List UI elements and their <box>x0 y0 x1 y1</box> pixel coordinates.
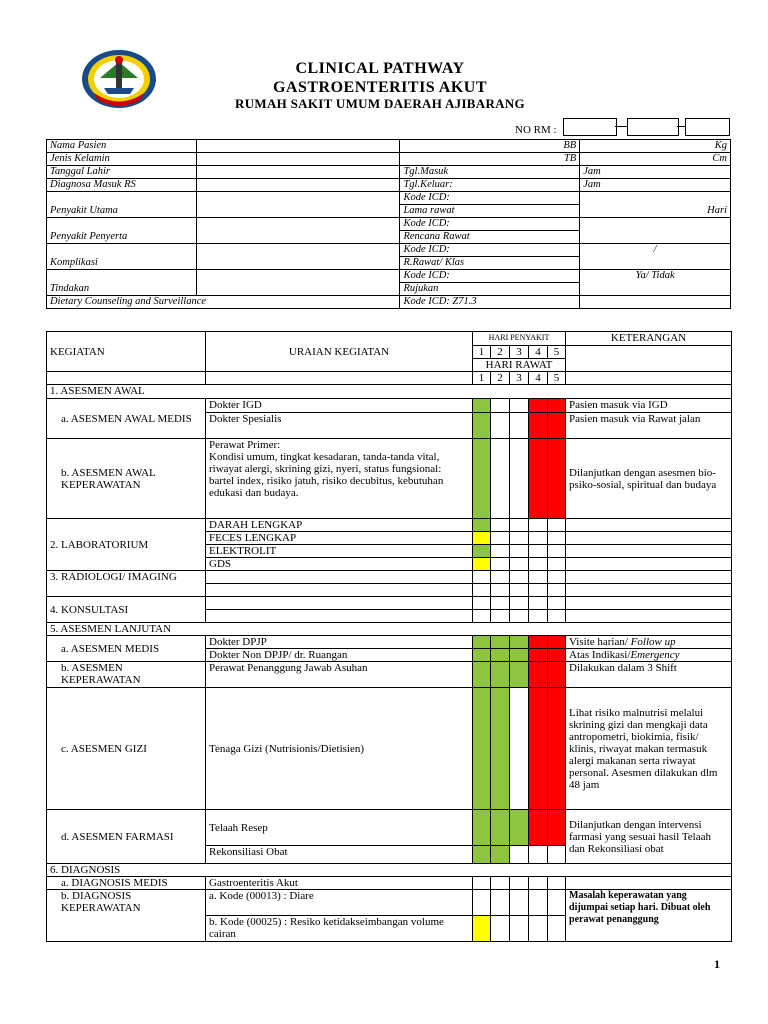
cell-blank[interactable] <box>548 545 566 558</box>
cell-blank[interactable] <box>491 610 510 623</box>
cell-blank[interactable] <box>529 890 548 916</box>
cell-blank[interactable] <box>510 610 529 623</box>
field-penyakit-penyerta[interactable] <box>196 218 400 244</box>
cell-blank <box>566 877 732 890</box>
cell-blank[interactable] <box>491 413 510 439</box>
label-tb: TB <box>400 153 580 166</box>
cell-blank[interactable] <box>491 532 510 545</box>
rekonsiliasi-obat: Rekonsiliasi Obat <box>206 846 473 864</box>
ket-non-dpjp <box>566 649 732 662</box>
label-kode-icd-5: Kode ICD: Z71.3 <box>400 296 580 309</box>
dokter-spesialis: Dokter Spesialis <box>206 413 473 439</box>
cell-blank <box>566 532 732 545</box>
cell-blank[interactable] <box>473 571 491 584</box>
hospital-logo <box>80 48 158 110</box>
field-rawat-klas[interactable]: / <box>580 244 731 270</box>
cell-blank[interactable] <box>548 532 566 545</box>
cell-green[interactable] <box>491 662 510 688</box>
cell-blank[interactable] <box>548 916 566 942</box>
label-dietary: Dietary Counseling and Surveillance <box>47 296 400 309</box>
lab-feces-lengkap: FECES LENGKAP <box>206 532 473 545</box>
asesmen-awal-keperawatan: b. ASESMEN AWAL KEPERAWATAN <box>47 439 206 519</box>
cell-blank[interactable] <box>510 597 529 610</box>
ket-igd: Pasien masuk via IGD <box>566 399 732 413</box>
cell-blank[interactable] <box>548 519 566 532</box>
perawat-desc: Kondisi umum, tingkat kesadaran, tanda-tanda vital, riwayat alergi, skrining gizi, nyeri, status fungsional: bartel index, risiko jatuh, risiko decubitus, kebutuhan edukasi dan budaya. <box>209 451 444 499</box>
cell-green[interactable] <box>491 846 510 864</box>
rawat-day-5: 5 <box>548 372 566 385</box>
cell-blank[interactable] <box>491 877 510 890</box>
cell-green[interactable] <box>473 439 491 519</box>
label-komplikasi: Komplikasi <box>47 244 197 270</box>
rawat-day-4: 4 <box>529 372 548 385</box>
cell-red[interactable] <box>548 662 566 688</box>
ket-gizi: Lihat risiko malnutrisi melalui skrining gizi dan mengkaji data antropometri, biokimia, fisik/ klinis, riwayat makan termasuk alergi makanan serta riwayat personal. Asesmen dilakukan dlm 48 jam <box>566 688 732 810</box>
asesmen-farmasi: d. ASESMEN FARMASI <box>47 810 206 864</box>
pathway-table <box>46 331 732 942</box>
cell-blank[interactable] <box>491 571 510 584</box>
cell-red[interactable] <box>548 413 566 439</box>
cell-blank[interactable] <box>491 597 510 610</box>
unit-hari: Hari <box>580 192 731 218</box>
no-rm-box-1[interactable] <box>563 118 617 136</box>
no-rm-dash <box>677 126 685 127</box>
cell-blank <box>566 545 732 558</box>
cell-green[interactable] <box>473 399 491 413</box>
cell-red[interactable] <box>529 399 548 413</box>
cell-blank[interactable] <box>491 916 510 942</box>
cell-blank <box>206 610 473 623</box>
cell-blank[interactable] <box>510 532 529 545</box>
cell-blank[interactable] <box>510 688 529 810</box>
cell-green[interactable] <box>510 649 529 662</box>
cell-blank <box>566 519 732 532</box>
cell-blank[interactable] <box>529 916 548 942</box>
cell-blank[interactable] <box>510 413 529 439</box>
section-asesmen-awal: 1. ASESMEN AWAL <box>47 385 732 399</box>
kode-00013: a. Kode (00013) : Diare <box>206 890 473 916</box>
field-penyakit-utama[interactable] <box>196 192 400 218</box>
label-nama-pasien: Nama Pasien <box>47 140 197 153</box>
cell-blank[interactable] <box>548 877 566 890</box>
cell-blank[interactable] <box>491 584 510 597</box>
rawat-day-3: 3 <box>510 372 529 385</box>
cell-blank[interactable] <box>510 558 529 571</box>
diagnosis-keperawatan: b. DIAGNOSIS KEPERAWATAN <box>47 890 206 942</box>
header-hari-rawat: HARI RAWAT <box>473 359 566 372</box>
cell-blank[interactable] <box>529 558 548 571</box>
rawat-day-1: 1 <box>473 372 491 385</box>
ket-farmasi: Dilanjutkan dengan intervensi farmasi yang sesuai hasil Telaah dan Rekonsiliasi obat <box>566 810 732 864</box>
cell-blank[interactable] <box>491 519 510 532</box>
asesmen-keperawatan: b. ASESMEN KEPERAWATAN <box>47 662 206 688</box>
keterangan-blank <box>566 346 732 372</box>
cell-yellow[interactable] <box>473 558 491 571</box>
cell-blank[interactable] <box>510 846 529 864</box>
day-5: 5 <box>548 346 566 359</box>
unit-kg: Kg <box>580 140 731 153</box>
day-3: 3 <box>510 346 529 359</box>
cell-green[interactable] <box>473 810 491 846</box>
cell-blank[interactable] <box>491 558 510 571</box>
cell-blank[interactable] <box>510 877 529 890</box>
cell-blank[interactable] <box>491 545 510 558</box>
cell-blank[interactable] <box>529 571 548 584</box>
cell-blank[interactable] <box>548 584 566 597</box>
label-rujukan: Rujukan <box>400 283 580 296</box>
cell-green[interactable] <box>473 649 491 662</box>
label-tgl-masuk: Tgl.Masuk <box>400 166 580 179</box>
cell-blank[interactable] <box>510 584 529 597</box>
cell-blank <box>206 597 473 610</box>
lab-elektrolit: ELEKTROLIT <box>206 545 473 558</box>
label-penyakit-penyerta: Penyakit Penyerta <box>47 218 197 244</box>
field-rencana-rawat[interactable] <box>580 218 731 244</box>
cell-red[interactable] <box>529 810 548 846</box>
label-bb: BB <box>400 140 580 153</box>
cell-blank[interactable] <box>473 610 491 623</box>
ket-non-text: Atas Indikasi/ <box>569 649 631 661</box>
no-rm-dash <box>615 126 627 127</box>
cell-green[interactable] <box>510 636 529 649</box>
ket-dpjp-followup: Follow up <box>630 636 676 648</box>
cell-blank <box>566 610 732 623</box>
cell-blank <box>566 558 732 571</box>
perawat-ppja: Perawat Penanggung Jawab Asuhan <box>206 662 473 688</box>
cell-red[interactable] <box>548 810 566 846</box>
no-rm-box-3[interactable] <box>685 118 730 136</box>
cell-red[interactable] <box>529 413 548 439</box>
label-kode-icd-1: Kode ICD: <box>400 192 580 205</box>
cell-green[interactable] <box>473 413 491 439</box>
cell-green[interactable] <box>510 662 529 688</box>
ket-diagnosis-keperawatan: Masalah keperawatan yang dijumpai setiap hari. Dibuat oleh perawat penanggung <box>566 890 732 942</box>
perawat-primer: Perawat Primer: <box>209 439 281 451</box>
cell-blank[interactable] <box>510 545 529 558</box>
cell-green[interactable] <box>473 662 491 688</box>
ket-keperawatan: Dilanjutkan dengan asesmen bio-psiko-sosial, spiritual dan budaya <box>566 439 732 519</box>
cell-green[interactable] <box>473 846 491 864</box>
asesmen-awal-medis: a. ASESMEN AWAL MEDIS <box>47 399 206 439</box>
field-diagnosa-masuk[interactable] <box>196 179 400 192</box>
cell-green[interactable] <box>473 545 491 558</box>
asesmen-gizi: c. ASESMEN GIZI <box>47 688 206 810</box>
cell-blank[interactable] <box>510 916 529 942</box>
cell-blank[interactable] <box>491 890 510 916</box>
cell-blank[interactable] <box>548 610 566 623</box>
cell-blank[interactable] <box>473 597 491 610</box>
section-asesmen-lanjutan: 5. ASESMEN LANJUTAN <box>47 623 732 636</box>
label-jenis-kelamin: Jenis Kelamin <box>47 153 197 166</box>
cell-red[interactable] <box>548 649 566 662</box>
day-4: 4 <box>529 346 548 359</box>
cell-blank[interactable] <box>529 846 548 864</box>
label-kode-icd-2: Kode ICD: <box>400 218 580 231</box>
field-tanggal-lahir[interactable] <box>196 166 400 179</box>
cell-blank <box>566 584 732 597</box>
label-r-rawat: R.Rawat/ Klas <box>400 257 580 270</box>
cell-blank[interactable] <box>510 399 529 413</box>
cell-blank[interactable] <box>529 584 548 597</box>
cell-green[interactable] <box>473 519 491 532</box>
cell-red[interactable] <box>529 662 548 688</box>
ket-non-emergency: Emergency <box>630 649 680 661</box>
cell-yellow[interactable] <box>473 532 491 545</box>
dokter-igd: Dokter IGD <box>206 399 473 413</box>
day-1: 1 <box>473 346 491 359</box>
cell-blank[interactable] <box>548 571 566 584</box>
cell-green[interactable] <box>491 636 510 649</box>
perawat-primer-cell <box>206 439 473 519</box>
cell-blank[interactable] <box>491 399 510 413</box>
label-jam-keluar: Jam <box>580 179 731 192</box>
cell-blank[interactable] <box>510 519 529 532</box>
label-diagnosa-masuk: Diagnosa Masuk RS <box>47 179 197 192</box>
field-tindakan[interactable] <box>196 270 400 296</box>
cell-blank[interactable] <box>510 890 529 916</box>
kode-00025: b. Kode (00025) : Resiko ketidakseimbangan volume cairan <box>206 916 473 942</box>
cell-green[interactable] <box>510 810 529 846</box>
unit-cm: Cm <box>580 153 731 166</box>
label-lama-rawat: Lama rawat <box>400 205 580 218</box>
cell-yellow[interactable] <box>473 916 491 942</box>
label-penyakit-utama: Penyakit Utama <box>47 192 197 218</box>
day-2: 2 <box>491 346 510 359</box>
section-laboratorium: 2. LABORATORIUM <box>47 519 206 571</box>
dokter-non-dpjp: Dokter Non DPJP/ dr. Ruangan <box>206 649 473 662</box>
ket-ppja: Dilakukan dalam 3 Shift <box>566 662 732 688</box>
cell-blank[interactable] <box>548 597 566 610</box>
cell-blank[interactable] <box>529 519 548 532</box>
dokter-dpjp: Dokter DPJP <box>206 636 473 649</box>
page-number: 1 <box>714 957 720 971</box>
label-tindakan: Tindakan <box>47 270 197 296</box>
label-kode-icd-4: Kode ICD: <box>400 270 580 283</box>
cell-blank[interactable] <box>529 532 548 545</box>
diagnosis-value: Gastroenteritis Akut <box>206 877 473 890</box>
cell-blank[interactable] <box>510 571 529 584</box>
cell-green[interactable] <box>473 688 491 810</box>
telaah-resep: Telaah Resep <box>206 810 473 846</box>
cell-red[interactable] <box>529 688 548 810</box>
cell-blank[interactable] <box>473 877 491 890</box>
title-clinical-pathway: CLINICAL PATHWAY <box>295 60 465 77</box>
title-diagnosis: GASTROENTERITIS AKUT <box>272 79 488 96</box>
header-kegiatan: KEGIATAN <box>47 332 206 372</box>
cell-blank[interactable] <box>510 439 529 519</box>
header-hari-penyakit: HARI PENYAKIT <box>473 332 566 346</box>
patient-info-table <box>46 139 731 309</box>
section-radiologi: 3. RADIOLOGI/ IMAGING <box>47 571 206 597</box>
label-rencana-rawat: Rencana Rawat <box>400 231 580 244</box>
hospital-name: RUMAH SAKIT UMUM DAERAH AJIBARANG <box>235 96 525 111</box>
field-jenis-kelamin[interactable] <box>196 153 400 166</box>
field-komplikasi[interactable] <box>196 244 400 270</box>
section-diagnosis: 6. DIAGNOSIS <box>47 864 732 877</box>
cell-blank[interactable] <box>529 610 548 623</box>
cell-blank[interactable] <box>548 846 566 864</box>
cell-green[interactable] <box>491 810 510 846</box>
header-uraian: URAIAN KEGIATAN <box>206 332 473 372</box>
cell-red[interactable] <box>529 439 548 519</box>
cell-blank[interactable] <box>529 877 548 890</box>
cell-blank[interactable] <box>548 890 566 916</box>
cell-green[interactable] <box>473 636 491 649</box>
cell-red[interactable] <box>548 688 566 810</box>
cell-red[interactable] <box>529 636 548 649</box>
cell-red[interactable] <box>529 649 548 662</box>
cell-blank <box>566 571 732 584</box>
section-konsultasi: 4. KONSULTASI <box>47 597 206 623</box>
field-dietary[interactable] <box>580 296 731 309</box>
ket-dpjp-text: Visite harian/ <box>569 636 631 648</box>
rawat-day-2: 2 <box>491 372 510 385</box>
cell-red[interactable] <box>548 439 566 519</box>
cell-red[interactable] <box>548 399 566 413</box>
label-jam-masuk: Jam <box>580 166 731 179</box>
ket-dpjp <box>566 636 732 649</box>
label-kode-icd-3: Kode ICD: <box>400 244 580 257</box>
label-tgl-keluar: Tgl.Keluar: <box>400 179 580 192</box>
no-rm-box-2[interactable] <box>627 118 679 136</box>
diagnosis-medis: a. DIAGNOSIS MEDIS <box>47 877 206 890</box>
cell-blank <box>206 584 473 597</box>
ket-spesialis: Pasien masuk via Rawat jalan <box>566 413 732 439</box>
cell-blank[interactable] <box>529 545 548 558</box>
no-rm-label: NO RM : <box>515 124 557 136</box>
cell-blank <box>206 571 473 584</box>
cell-blank <box>566 597 732 610</box>
lab-gds: GDS <box>206 558 473 571</box>
cell-green[interactable] <box>491 649 510 662</box>
field-nama-pasien[interactable] <box>196 140 400 153</box>
cell-blank[interactable] <box>473 584 491 597</box>
header-keterangan: KETERANGAN <box>566 332 732 346</box>
cell-green[interactable] <box>491 688 510 810</box>
field-rujukan[interactable]: Ya/ Tidak <box>580 270 731 296</box>
cell-red[interactable] <box>548 636 566 649</box>
asesmen-medis: a. ASESMEN MEDIS <box>47 636 206 662</box>
cell-blank[interactable] <box>529 597 548 610</box>
lab-darah-lengkap: DARAH LENGKAP <box>206 519 473 532</box>
label-tanggal-lahir: Tanggal Lahir <box>47 166 197 179</box>
cell-blank[interactable] <box>548 558 566 571</box>
cell-blank[interactable] <box>491 439 510 519</box>
tenaga-gizi: Tenaga Gizi (Nutrisionis/Dietisien) <box>206 688 473 810</box>
cell-blank[interactable] <box>473 890 491 916</box>
